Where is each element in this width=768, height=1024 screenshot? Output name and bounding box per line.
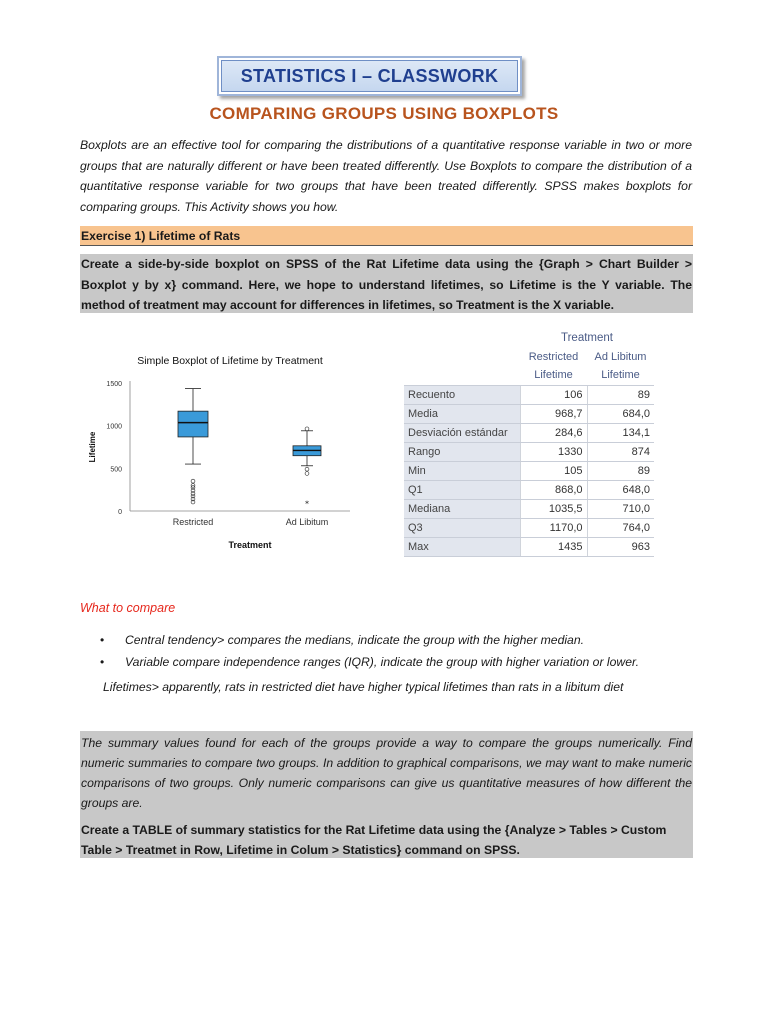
title-box [217, 56, 522, 96]
table-cell: 1170,0 [520, 518, 587, 537]
table-cell: 968,7 [520, 404, 587, 423]
column-header-ad-libitum: Ad Libitum [594, 350, 647, 363]
boxplot-svg [80, 345, 400, 560]
table-cell: 1330 [520, 442, 587, 461]
table-cell: 1435 [520, 537, 587, 556]
chart-title: Simple Boxplot of Lifetime by Treatment [137, 355, 323, 367]
intro-paragraph: Boxplots are an effective tool for comparing the distributions of a quantitative response variable in two or more groups that are naturally different or have been treated differently. Use Boxplots to compare the distribution of a quantitative response variable for two groups that have been treated differently. SPSS makes boxplots for comparing groups. This Activity shows you how. [80, 138, 692, 214]
table-cell: 963 [587, 537, 654, 556]
compare-bullet-list [100, 629, 700, 673]
outlier-point [305, 472, 309, 476]
table-column-header-row [404, 347, 654, 366]
table-subheader-row [404, 366, 654, 385]
x-tick-label: Ad Libitum [285, 517, 329, 527]
table-cell: 648,0 [587, 480, 654, 499]
table-cell: 684,0 [587, 404, 654, 423]
table-cell: 710,0 [587, 499, 654, 518]
column-subheader: Lifetime [601, 369, 640, 382]
table-row [404, 537, 654, 556]
table-row [404, 518, 654, 537]
table-row [404, 480, 654, 499]
outlier-point [191, 479, 195, 483]
row-label: Q3 [404, 518, 520, 537]
row-label: Max [404, 537, 520, 556]
extreme-point: * [305, 499, 309, 509]
row-label: Media [404, 404, 520, 423]
list-item [100, 629, 700, 651]
row-label: Rango [404, 442, 520, 461]
table-instruction: Create a TABLE of summary statistics for the Rat Lifetime data using the {Analyze > Tables > Custom Table > Treatmet in Row, Lifetime in Colum > Statistics} command on SPSS. [81, 823, 667, 857]
y-tick-label: 1500 [106, 381, 122, 388]
exercise-heading: Exercise 1) Lifetime of Rats [80, 226, 693, 246]
table-cell: 89 [587, 385, 654, 404]
table-row [404, 423, 654, 442]
table-cell: 1035,5 [520, 499, 587, 518]
y-tick-label: 1000 [106, 423, 122, 431]
row-label: Recuento [404, 385, 520, 404]
table-cell: 106 [520, 385, 587, 404]
table-cell: 874 [587, 442, 654, 461]
x-axis-label: Treatment [228, 540, 272, 550]
exercise-instructions: Create a side-by-side boxplot on SPSS of the Rat Lifetime data using the {Graph > Chart Builder > Boxplot y by x} command. Here, we hope to understand lifetimes, so Lifetime is the Y variable. The method of treatment may account for differences in lifetimes, so Treatment is the X variable. [80, 254, 693, 313]
table-group-header: Treatment [561, 331, 613, 344]
table-row [404, 461, 654, 480]
y-tick-label: 500 [110, 466, 122, 474]
table-cell: 868,0 [520, 480, 587, 499]
bullet-text: Central tendency> compares the medians, indicate the group with the higher median. [125, 633, 584, 647]
table-cell: 89 [587, 461, 654, 480]
summary-block [80, 731, 693, 858]
table-cell: 105 [520, 461, 587, 480]
table-row [404, 442, 654, 461]
table-row [404, 404, 654, 423]
row-label: Desviación estándar [404, 423, 520, 442]
outlier-point [305, 427, 309, 431]
list-item [100, 651, 700, 673]
bullet-text: Variable compare independence ranges (IQR), indicate the group with higher variation or lower. [125, 655, 639, 669]
y-axis-label: Lifetime [88, 431, 97, 463]
row-label: Min [404, 461, 520, 480]
row-label: Mediana [404, 499, 520, 518]
outlier-point [305, 467, 309, 471]
row-label: Q1 [404, 480, 520, 499]
summary-stats-table [404, 328, 654, 557]
boxplot-chart [80, 345, 400, 560]
table-cell: 284,6 [520, 423, 587, 442]
table-group-header-row [404, 328, 654, 347]
lifetimes-conclusion: Lifetimes> apparently, rats in restricted diet have higher typical lifetimes than rats in a libitum diet [103, 680, 624, 694]
table-row [404, 385, 654, 404]
box-restricted [178, 411, 208, 437]
page-title: STATISTICS I – CLASSWORK [221, 60, 518, 92]
page-subtitle: COMPARING GROUPS USING BOXPLOTS [209, 104, 559, 123]
summary-paragraph: The summary values found for each of the groups provide a way to compare the groups numerically. Find numeric summaries to compare two groups. In addition to graphical comparisons, we may want to make numeric comparisons of two groups. Only numeric comparisons can give us quantitative measures of how different the groups are. [81, 736, 692, 810]
x-tick-label: Restricted [172, 517, 214, 527]
table-cell: 134,1 [587, 423, 654, 442]
bullet-icon: • [100, 633, 105, 647]
compare-heading: What to compare [80, 601, 176, 615]
table-cell: 764,0 [587, 518, 654, 537]
column-subheader: Lifetime [534, 369, 573, 382]
bullet-icon: • [100, 655, 105, 669]
table-row [404, 499, 654, 518]
column-header-restricted: Restricted [528, 350, 579, 363]
y-tick-label: 0 [118, 509, 122, 516]
